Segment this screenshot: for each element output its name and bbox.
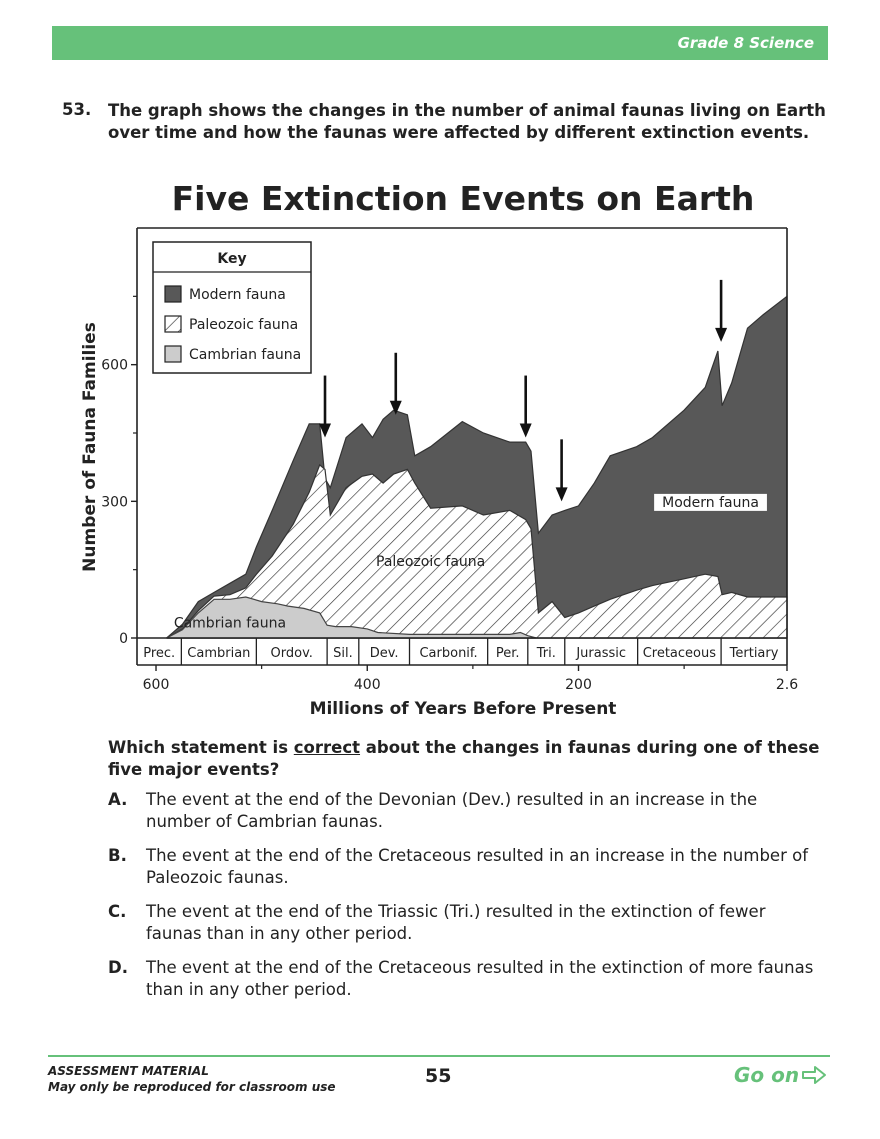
legend-entry-label: Paleozoic fauna [189, 317, 299, 333]
period-label: Tertiary [729, 646, 779, 661]
go-on-link[interactable] [734, 1063, 827, 1087]
legend-swatch [165, 316, 181, 332]
period-label: Tri. [536, 646, 556, 661]
prompt-lead: Which statement is [108, 738, 294, 757]
footer-divider [48, 1055, 830, 1057]
option-text: The event at the end of the Cretaceous resulted in the extinction of more faunas than in any other period. [146, 958, 814, 999]
extinction-arrow-head [556, 487, 568, 501]
legend-title: Key [217, 251, 247, 267]
option-letter: A. [108, 790, 128, 809]
extinction-arrow-head [520, 424, 532, 438]
period-label: Carbonif. [419, 646, 478, 661]
area-label: Paleozoic fauna [376, 554, 486, 571]
option-letter: C. [108, 902, 127, 921]
x-axis-label: Millions of Years Before Present [309, 699, 617, 719]
period-label: Ordov. [270, 646, 313, 661]
y-tick-label: 0 [119, 631, 128, 647]
legend-entry-label: Cambrian fauna [189, 347, 302, 363]
question-number: 53. [62, 100, 92, 119]
prompt-tail: about the changes in faunas during one of these five major events? [108, 738, 820, 779]
period-label: Cambrian [187, 646, 251, 661]
prompt-emphasis: correct [293, 738, 361, 757]
legend-swatch [165, 346, 181, 362]
period-label: Cretaceous [642, 646, 717, 661]
footer-line-2: May only be reproduced for classroom use [48, 1080, 336, 1094]
y-axis-label: Number of Fauna Families [80, 322, 100, 572]
header-banner [52, 26, 828, 60]
option-text: The event at the end of the Triassic (Tri.) resulted in the extinction of fewer faunas than in any other period. [146, 902, 766, 943]
x-tick-label: 600 [142, 677, 170, 693]
period-label: Prec. [143, 646, 176, 661]
period-label: Per. [495, 646, 520, 661]
period-label: Dev. [369, 646, 399, 661]
option-letter: B. [108, 846, 127, 865]
footer-line-1: ASSESSMENT MATERIAL [48, 1064, 209, 1078]
chart-title: Five Extinction Events on Earth [171, 179, 755, 218]
period-label: Sil. [333, 646, 353, 661]
extinction-arrow-head [715, 328, 727, 342]
area-label: Cambrian fauna [173, 615, 287, 632]
period-label: Jurassic [576, 646, 627, 661]
legend-swatch [165, 286, 181, 302]
area-label: Modern fauna [662, 494, 759, 511]
extinction-chart [0, 170, 880, 730]
arrow-right-icon [801, 1065, 827, 1085]
x-tick-label: 2.6 [775, 677, 799, 693]
go-on-label: Go on [734, 1063, 800, 1087]
y-tick-label: 600 [101, 357, 128, 374]
y-tick-label: 300 [101, 494, 128, 511]
chart-container [0, 170, 880, 730]
option-letter: D. [108, 958, 128, 977]
footer-notice [48, 1063, 336, 1095]
page-number: 55 [425, 1065, 452, 1087]
option-text: The event at the end of the Cretaceous resulted in an increase in the number of Paleozoic faunas. [146, 846, 809, 887]
question-prompt [108, 737, 828, 781]
x-tick-label: 200 [565, 677, 592, 693]
legend-entry-label: Modern fauna [189, 287, 286, 303]
question-stem: The graph shows the changes in the number of animal faunas living on Earth over time and how the faunas were affected by different extinction events. [108, 101, 826, 142]
grade-label: Grade 8 Science [677, 34, 814, 52]
option-text: The event at the end of the Devonian (Dev.) resulted in an increase in the number of Cambrian faunas. [146, 790, 758, 831]
x-tick-label: 400 [353, 677, 381, 693]
